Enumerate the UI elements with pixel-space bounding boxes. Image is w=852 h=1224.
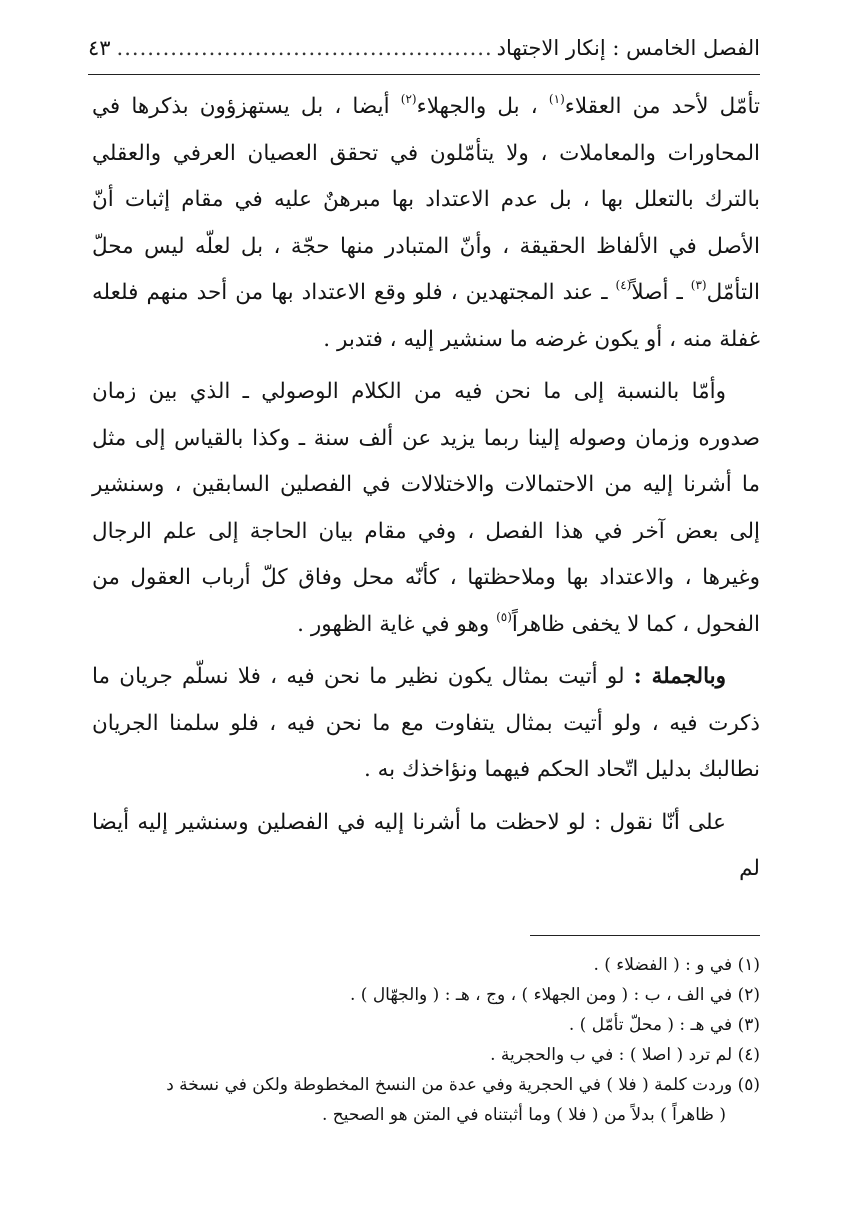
header-rule bbox=[88, 74, 760, 75]
text-run: ـ أصلاً bbox=[631, 280, 683, 305]
footnote-ref-2[interactable]: (٢) bbox=[400, 92, 417, 106]
footnote-ref-4[interactable]: (٤) bbox=[615, 278, 632, 292]
text-run: لو أتيت بمثال يكون نظير ما نحن فيه ، فلا نسلّم جريان ما ذكرت فيه ، ولو أتيت بمثال يتفاوت مع ما نحن فيه ، فلو سلمنا الجريان نطالبك بدليل اتّحاد الحكم فيهما ونؤاخذك به . bbox=[92, 664, 760, 782]
text-run: ـ عند المجتهدين ، فلو وقع الاعتداد بها من أحد منهم فلعله غفلة منه ، أو يكون غرضه ما سنشير إليه ، فتدبر . bbox=[92, 280, 760, 352]
footnote-ref-1[interactable]: (١) bbox=[548, 92, 565, 106]
footnote-separator bbox=[530, 935, 760, 936]
text-run: ، بل والجهلاء bbox=[416, 94, 538, 119]
footnote-number: (٤) bbox=[737, 1045, 760, 1065]
main-text bbox=[92, 84, 760, 893]
footnote-3 bbox=[92, 1010, 760, 1040]
text-run: أيضا ، بل يستهزؤون بذكرها في المحاورات والمعاملات ، ولا يتأمّلون في تحقق العصيان العرفي والعقلي بالترك بالتعلل بها ، بل عدم الاعتداد بها مبرهنٌ عليه في مقام إثبات أنّ الأصل في الألفاظ الحقيقة ، وأنّ المتبادر منها حجّة ، بل لعلّه ليس محلّ التأمّل bbox=[92, 94, 760, 305]
footnotes bbox=[92, 950, 760, 1130]
footnote-text: لم ترد ( اصلا ) : في ب والحجرية . bbox=[490, 1045, 733, 1065]
footnote-text: في هـ : ( محلّ تأمّل ) . bbox=[568, 1015, 733, 1035]
running-header bbox=[88, 36, 760, 66]
footnote-number: (٣) bbox=[737, 1015, 760, 1035]
footnote-ref-5[interactable]: (٥) bbox=[496, 609, 512, 624]
footnote-text-continued: ( ظاهراً ) بدلاً من ( فلا ) وما أثبتناه في المتن هو الصحيح . bbox=[321, 1105, 726, 1125]
footnote-number: (٥) bbox=[737, 1075, 760, 1095]
paragraph-4 bbox=[92, 800, 760, 893]
lead-phrase: وبالجملة : bbox=[633, 664, 727, 689]
footnote-5 bbox=[92, 1070, 760, 1130]
text-run: تأمّل لأحد من العقلاء bbox=[564, 94, 760, 119]
footnote-2 bbox=[92, 980, 760, 1010]
chapter-title: الفصل الخامس : إنكار الاجتهاد bbox=[496, 36, 760, 60]
footnote-text: في الف ، ب : ( ومن الجهلاء ) ، وج ، هـ : ( والجهّال ) . bbox=[349, 985, 733, 1005]
text-run: على أنّا نقول : لو لاحظت ما أشرنا إليه في الفصلين وسنشير إليه أيضا لم bbox=[92, 809, 760, 881]
dot-leader bbox=[115, 36, 493, 60]
footnote-text: في و : ( الفضلاء ) . bbox=[593, 955, 733, 975]
paragraph-2 bbox=[92, 369, 760, 648]
footnote-1 bbox=[92, 950, 760, 980]
page-number: ٤٣ bbox=[88, 36, 111, 60]
paragraph-3 bbox=[92, 654, 760, 794]
footnote-4 bbox=[92, 1040, 760, 1070]
footnote-number: (٢) bbox=[737, 985, 760, 1005]
text-run: وهو في غاية الظهور . bbox=[297, 611, 490, 637]
footnote-number: (١) bbox=[737, 955, 760, 975]
paragraph-1 bbox=[92, 84, 760, 363]
footnote-text: وردت كلمة ( فلا ) في الحجرية وفي عدة من النسخ المخطوطة ولكن في نسخة د bbox=[166, 1075, 733, 1095]
text-run: وأمّا بالنسبة إلى ما نحن فيه من الكلام الوصولي ـ الذي بين زمان صدوره وزمان وصوله إلينا ربما يزيد عن ألف سنة ـ وكذا بالقياس إلى مثل ما أشرنا إليه من الاحتمالات والاختلالات في الفصلين السابقين ، وسنشير إلى بعض آخر في هذا الفصل ، وفي مقام بيان الحاجة إلى علم الرجال وغيرها ، والاعتداد بها وملاحظتها ، كأنّه محل وفاق كلّ أرباب العقول من الفحول ، كما لا يخفى ظاهراً bbox=[92, 379, 760, 637]
footnote-ref-3[interactable]: (٣) bbox=[690, 278, 707, 292]
